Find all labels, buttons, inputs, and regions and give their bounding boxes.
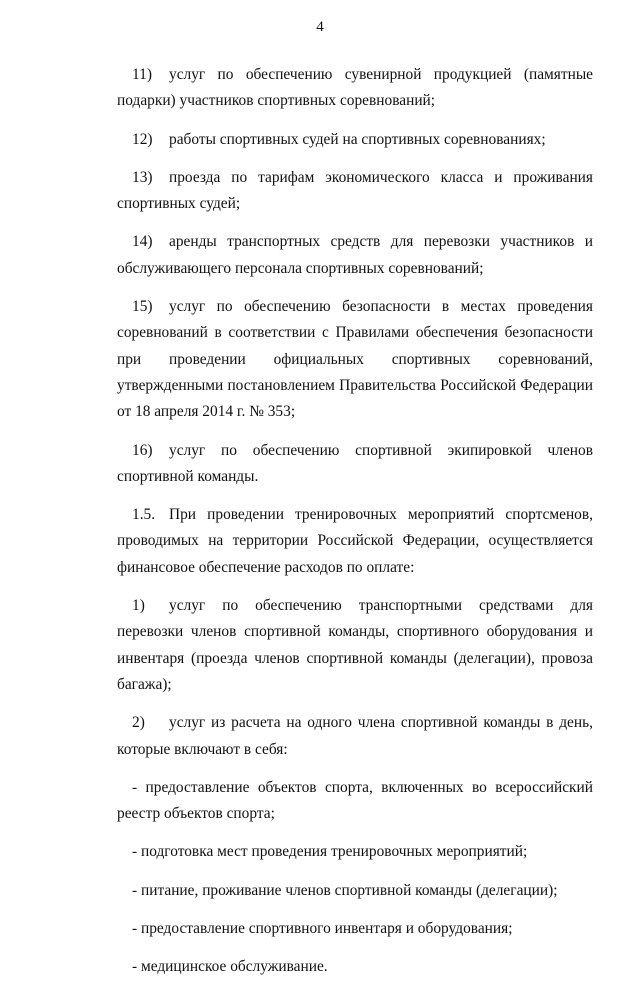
bullet-text: - предоставление объектов спорта, включенных во всероссийский реестр объектов спорта; (117, 778, 593, 823)
bullet-item (117, 954, 593, 980)
list-item-2 (117, 710, 593, 763)
page-number: 4 (316, 19, 324, 35)
item-text: работы спортивных судей на спортивных соревнованиях; (169, 130, 546, 148)
section-number: 1.5. (132, 506, 156, 524)
list-item-14 (117, 229, 593, 282)
list-item-15 (117, 294, 593, 425)
bullet-item (117, 878, 593, 904)
item-number: 16) (132, 441, 153, 459)
list-item-13 (117, 165, 593, 218)
list-item-1 (117, 593, 593, 698)
item-number: 12) (132, 130, 153, 148)
section-1-5 (117, 502, 593, 581)
list-item-12 (117, 127, 593, 153)
section-text: При проведении тренировочных мероприятий спортсменов, проводимых на территории Российской Федерации, осуществляется финансовое обеспечение расходов по оплате: (117, 506, 593, 576)
item-number: 1) (132, 597, 145, 615)
bullet-text: - подготовка мест проведения тренировочных мероприятий; (132, 843, 528, 861)
item-number: 2) (132, 714, 145, 732)
bullet-item (117, 839, 593, 865)
item-number: 11) (132, 66, 152, 83)
item-text: услуг по обеспечению безопасности в местах проведения соревнований в соответствии с Правилами обеспечения безопасности при проведении официальных спортивных соревнований, утвержденными постановлением Правительства Российской Федерации от 18 апреля 2014 г. № 353; (117, 298, 593, 421)
item-text: услуг по обеспечению сувенирной продукцией (памятные подарки) участников спортивных соревнований; (117, 66, 593, 110)
bullet-text: - предоставление спортивного инвентаря и оборудования; (132, 920, 513, 938)
list-item-11 (117, 62, 593, 115)
item-number: 14) (132, 233, 153, 251)
bullet-text: - питание, проживание членов спортивной команды (делегации); (132, 881, 558, 899)
document-body (117, 62, 593, 993)
bullet-item (117, 775, 593, 828)
item-number: 13) (132, 168, 153, 186)
bullet-text: - медицинское обслуживание. (132, 958, 328, 976)
item-number: 15) (132, 298, 153, 316)
bullet-item (117, 916, 593, 942)
item-text: услуг из расчета на одного члена спортивной команды в день, которые включают в себя: (117, 714, 593, 758)
item-text: проезда по тарифам экономического класса и проживания спортивных судей; (117, 168, 593, 213)
item-text: аренды транспортных средств для перевозки участников и обслуживающего персонала спортивных соревнований; (117, 233, 593, 277)
item-text: услуг по обеспечению спортивной экипировкой членов спортивной команды. (117, 441, 593, 485)
list-item-16 (117, 438, 593, 491)
item-text: услуг по обеспечению транспортными средствами для перевозки членов спортивной команды, спортивного оборудования и инвентаря (проезда членов спортивной команды (делегации), провоза багажа); (117, 597, 593, 693)
